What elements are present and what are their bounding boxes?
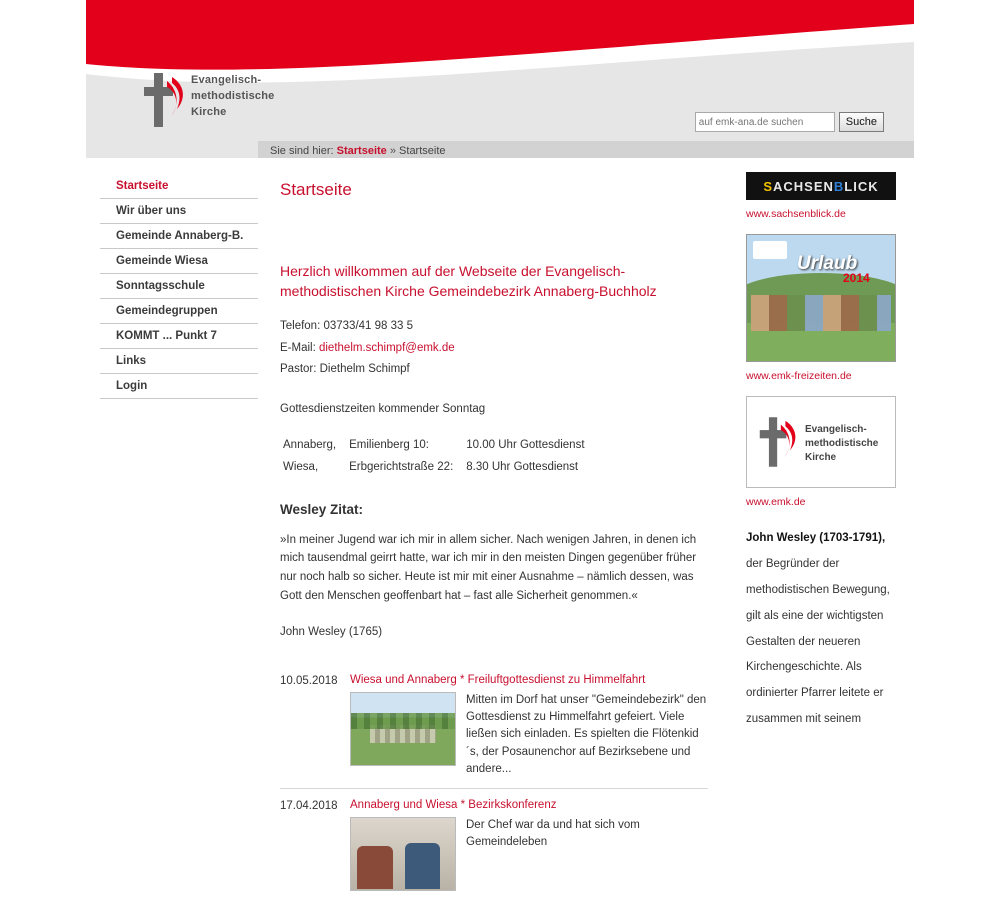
john-wesley-text	[746, 526, 898, 733]
sidebar-link-wir-ueber-uns[interactable]: Wir über uns	[116, 205, 187, 217]
email-link[interactable]: diethelm.schimpf@emk.de	[318, 341, 455, 354]
service-address-1: Erbgerichtstraße 22:	[349, 461, 454, 474]
emk-freizeiten-link[interactable]: www.emk-freizeiten.de	[746, 370, 852, 382]
logo-wordmark	[191, 73, 275, 121]
emk-logo-line-2: methodistische	[805, 438, 879, 449]
sidebar-nav	[100, 174, 258, 399]
site-logo[interactable]	[119, 65, 329, 140]
list-item	[280, 664, 708, 788]
service-place-1: Wiesa,	[283, 461, 319, 474]
phone-line: Telefon: 03733/41 98 33 5	[280, 319, 414, 332]
emk-logo-banner[interactable]	[746, 396, 896, 488]
right-sidebar	[730, 158, 914, 750]
news-excerpt: Mitten im Dorf hat unser "Gemeindebezirk" den Gottesdienst zu Himmelfahrt gefeiert. Viele ließen sich einladen. Es spielten die Flötenkid´s, der Posaunenchor auf Bezirksebene und andere...	[466, 693, 707, 775]
breadcrumb-prefix: Sie sind hier:	[270, 145, 334, 157]
search-input[interactable]	[695, 112, 835, 132]
sidebar-item-startseite[interactable]	[100, 174, 258, 199]
service-times-table	[280, 433, 597, 480]
sidebar-item-gemeinde-annaberg[interactable]	[100, 224, 258, 249]
news-list	[280, 664, 708, 901]
urlaub-year: 2014	[843, 271, 870, 285]
news-thumbnail[interactable]	[350, 817, 456, 891]
sidebar	[86, 158, 258, 750]
service-time-1: 8.30 Uhr Gottesdienst	[466, 461, 579, 474]
page-title: Startseite	[280, 180, 352, 199]
list-item	[280, 788, 708, 901]
logo-line-3: Kirche	[191, 105, 227, 118]
table-row	[282, 457, 595, 477]
sidebar-link-links[interactable]: Links	[116, 355, 147, 367]
services-heading: Gottesdienstzeiten kommender Sonntag	[280, 403, 486, 416]
sachsenblick-link[interactable]: www.sachsenblick.de	[746, 208, 846, 220]
sidebar-link-gemeinde-annaberg[interactable]: Gemeinde Annaberg-B.	[116, 230, 244, 242]
news-title-link[interactable]: Wiesa und Annaberg * Freiluftgottesdienst zu Himmelfahrt	[350, 673, 646, 686]
news-title-link[interactable]: Annaberg und Wiesa * Bezirkskonferenz	[350, 799, 557, 812]
breadcrumb	[258, 141, 914, 158]
search-area	[695, 112, 884, 132]
john-wesley-description: der Begründer der methodistischen Bewegung, gilt als eine der wichtigsten Gestalten der neueren Kirchengeschichte. Als ordinierter Pfarrer leitete er zusammen mit seinem	[746, 557, 890, 726]
sidebar-link-login[interactable]: Login	[116, 380, 148, 392]
urlaub-title: Urlaub	[797, 253, 858, 274]
news-excerpt: Der Chef war da und hat sich vom Gemeindeleben	[466, 819, 640, 849]
welcome-heading: Herzlich willkommen auf der Webseite der Evangelisch-methodistischen Kirche Gemeindebezirk Annaberg-Buchholz	[280, 263, 657, 299]
emk-logo-wordmark	[805, 423, 878, 465]
news-row	[350, 817, 708, 891]
urlaub-banner[interactable]	[746, 234, 896, 362]
search-button[interactable]: Suche	[839, 112, 884, 132]
content-area	[86, 158, 914, 849]
news-row	[350, 692, 708, 778]
quote-author: John Wesley (1765)	[280, 626, 383, 639]
email-line	[280, 340, 708, 358]
quote-heading: Wesley Zitat:	[280, 501, 364, 517]
logo-line-2: methodistische	[191, 89, 275, 102]
sidebar-link-startseite[interactable]: Startseite	[116, 180, 169, 192]
sidebar-link-gemeinde-wiesa[interactable]: Gemeinde Wiesa	[116, 255, 208, 267]
site-shell	[86, 0, 914, 849]
john-wesley-name: John Wesley (1703-1791),	[746, 532, 886, 544]
emk-logo-line-1: Evangelisch-	[805, 424, 867, 435]
sidebar-link-sonntagsschule[interactable]: Sonntagsschule	[116, 280, 205, 292]
sidebar-item-kommt-punkt-7[interactable]	[100, 324, 258, 349]
service-address-0: Emilienberg 10:	[349, 439, 429, 451]
emk-link[interactable]: www.emk.de	[746, 496, 806, 508]
sidebar-link-kommt-punkt-7[interactable]: KOMMT ... Punkt 7	[116, 330, 217, 342]
news-thumbnail[interactable]	[350, 692, 456, 766]
news-body	[350, 799, 708, 891]
service-place-0: Annaberg,	[283, 439, 337, 451]
breadcrumb-current: Startseite	[399, 145, 446, 157]
table-row	[282, 435, 595, 455]
urlaub-logo-icon	[753, 241, 787, 259]
sachsenblick-label: SACHSENBLICK	[763, 178, 879, 194]
news-date: 17.04.2018	[280, 800, 338, 813]
email-label: E-Mail:	[280, 341, 319, 354]
service-time-0: 10.00 Uhr Gottesdienst	[466, 439, 585, 451]
emk-logo-line-3: Kirche	[805, 452, 837, 463]
news-date: 10.05.2018	[280, 674, 338, 687]
sidebar-link-gemeindegruppen[interactable]: Gemeindegruppen	[116, 305, 218, 317]
sidebar-item-login[interactable]	[100, 374, 258, 399]
site-header	[86, 0, 914, 158]
sidebar-item-gemeinde-wiesa[interactable]	[100, 249, 258, 274]
sachsenblick-banner[interactable]	[746, 172, 896, 200]
sidebar-item-links[interactable]	[100, 349, 258, 374]
main-content	[258, 158, 730, 849]
sachsenblick-image	[746, 172, 896, 200]
breadcrumb-home-link[interactable]: Startseite	[336, 145, 387, 157]
pastor-line: Pastor: Diethelm Schimpf	[280, 363, 410, 376]
news-body	[350, 674, 708, 778]
emk-cross-flame-icon	[141, 69, 189, 131]
breadcrumb-separator: »	[389, 145, 396, 157]
logo-line-1: Evangelisch-	[191, 74, 262, 86]
emk-cross-flame-icon	[757, 413, 801, 471]
sidebar-item-gemeindegruppen[interactable]	[100, 299, 258, 324]
sidebar-item-sonntagsschule[interactable]	[100, 274, 258, 299]
quote-text: »In meiner Jugend war ich mir in allem sicher. Nach wenigen Jahren, in denen ich mich tausendmal geirrt hatte, war ich mir in den meisten Dingen gegenüber früher nur noch halb so sicher. Heute ist mir mit einer Ausnahme – nämlich dessen, was Gott den Menschen geoffenbart hat – fast alle Sicherheit genommen.«	[280, 533, 697, 602]
sidebar-item-wir-ueber-uns[interactable]	[100, 199, 258, 224]
